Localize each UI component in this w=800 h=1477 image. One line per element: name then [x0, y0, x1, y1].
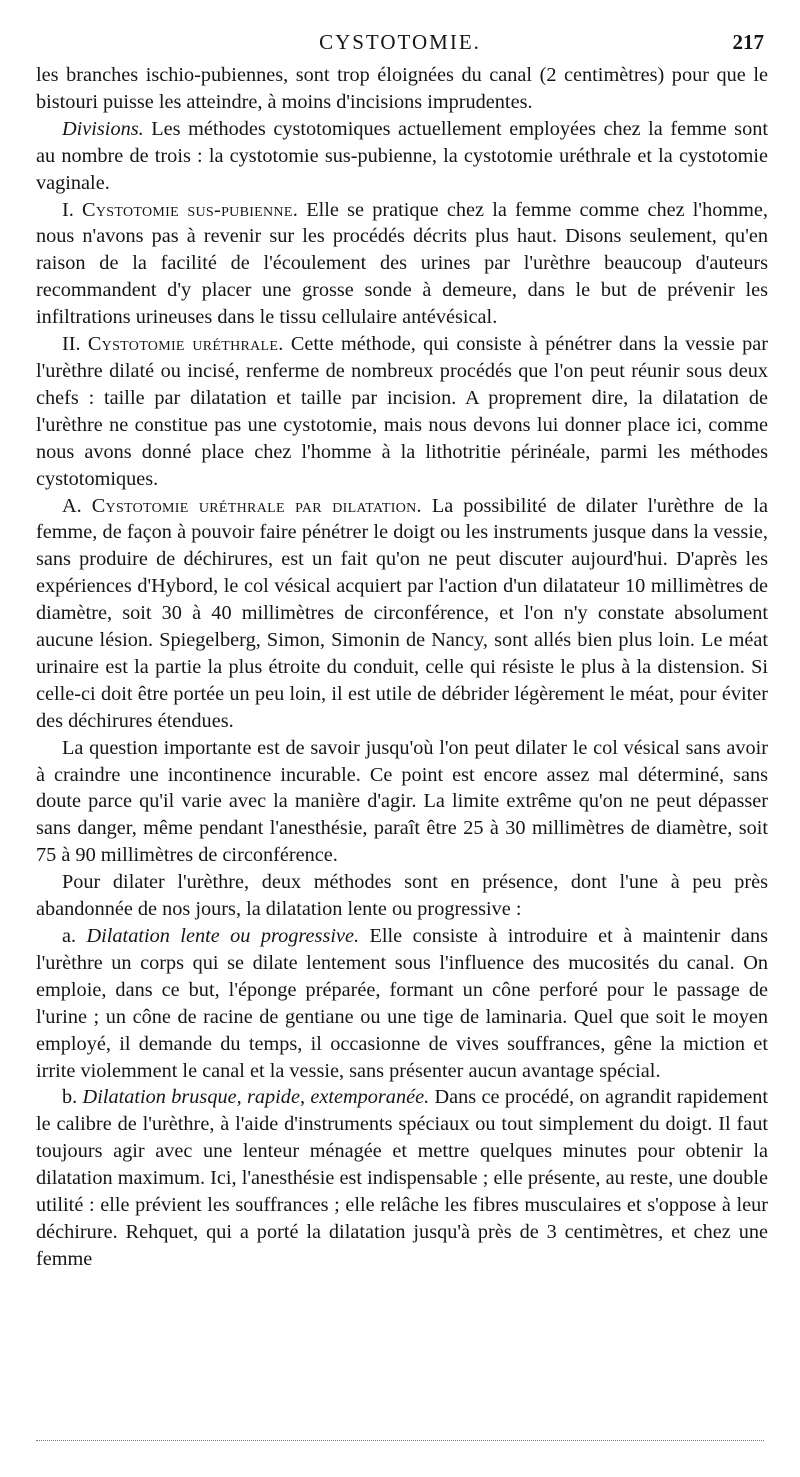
body-text: [36, 62, 768, 1273]
item-letter: a.: [62, 925, 87, 947]
item-letter: b.: [62, 1086, 83, 1109]
paragraph-divisions: [36, 116, 768, 197]
paragraph-lead: Dilatation brusque, rapide, extemporanée.: [82, 1086, 430, 1109]
section-heading: Cystotomie sus-pubienne.: [82, 198, 299, 221]
paragraph-item-b: [36, 1084, 768, 1272]
paragraph-text: Les méthodes cystotomiques actuellement employées chez la femme sont au nombre de trois : la cystotomie sus-pubienne, la cystotomie uréthrale et la cystotomie vaginale.: [36, 117, 768, 194]
paragraph-methods: [36, 869, 768, 923]
paragraph-question: [36, 735, 768, 870]
paragraph-text: Pour dilater l'urèthre, deux méthodes sont en présence, dont l'une à peu près abandonnée de nos jours, la dilatation lente ou progressive :: [36, 871, 768, 921]
page-header: [36, 30, 764, 62]
section-number: II.: [62, 333, 88, 356]
paragraph-text: Cette méthode, qui consiste à pénétrer dans la vessie par l'urèthre dilaté ou incisé, renferme de nombreux procédés que l'on peut réunir sous deux chefs : taille par dilatation et taille par incision. A proprement dire, la dilatation de l'urèthre ne constitue pas une cystotomie, mais nous devons lui donner place ici, comme nous avons donné place chez l'homme à la lithotritie périnéale, parmi les méthodes cystotomiques.: [36, 333, 768, 490]
paragraph-text: Dans ce procédé, on agrandit rapidement le calibre de l'urèthre, à l'aide d'instruments spéciaux ou tout simplement du doigt. Il faut toujours agir avec une lenteur ménagée et mettre quelques minutes pour obtenir la dilatation maximum. Ici, l'anesthésie est indispensable ; elle présente, au reste, une double utilité : elle prévient les souffrances ; elle relâche les fibres musculaires et s'oppose à leur déchirure. Rehquet, qui a porté la dilatation jusqu'à près de 3 centimètres, et chez une femme: [36, 1086, 769, 1270]
section-heading: Cystotomie uréthrale.: [87, 333, 284, 356]
paragraph-section-1: [36, 197, 768, 332]
paragraph-section-2: [36, 331, 768, 492]
section-number: I.: [62, 198, 83, 221]
running-head: CYSTOTOMIE.: [319, 30, 481, 54]
section-heading: Cystotomie uréthrale par dilatation.: [91, 494, 422, 517]
paragraph-item-a: [36, 923, 768, 1084]
paragraph-text: La possibilité de dilater l'urèthre de la femme, de façon à pouvoir faire pénétrer le doigt ou les instruments jusque dans la vessie, sans produire de déchirures, est un fait qu'on ne peut discuter aujourd'hui. D'après les expériences d'Hybord, le col vésical acquiert par l'action d'un dilatateur 10 millimètres de diamètre, soit 30 à 40 millimètres de circonférence, et l'on n'y constate absolument aucune lésion. Spiegelberg, Simon, Simonin de Nancy, sont allés bien plus loin. Le méat urinaire est la partie la plus étroite du conduit, celle qui résiste le plus à la distension. Si celle-ci doit être portée un peu loin, il est utile de débrider légèrement le méat, pour éviter des déchirures étendues.: [36, 494, 768, 732]
paragraph-continuation: [36, 62, 768, 116]
footer-dotted-rule: [36, 1440, 764, 1441]
paragraph-subsection-a: [36, 493, 768, 735]
paragraph-text: Elle se pratique chez la femme comme chez l'homme, nous n'avons pas à revenir sur les procédés décrits plus haut. Disons seulement, qu'en raison de la facilité de l'écoulement des urines par l'urèthre beaucoup d'auteurs recommandent d'y placer une grosse sonde à demeure, dans le but de prévenir les infiltrations urineuses dans le tissu cellulaire antévésical.: [36, 198, 768, 329]
section-number: A.: [62, 494, 92, 517]
paragraph-text: La question importante est de savoir jusqu'où l'on peut dilater le col vésical sans avoir à craindre une incontinence incurable. Ce point est encore assez mal déterminé, sans doute parce qu'il varie avec la manière d'agir. La limite extrême qu'on ne peut dépasser sans danger, même pendant l'anesthésie, paraît être 25 à 30 millimètres de diamètre, soit 75 à 90 millimètres de circonférence.: [36, 736, 768, 867]
paragraph-text: les branches ischio-pubiennes, sont trop éloignées du canal (2 centimètres) pour que le bistouri puisse les atteindre, à moins d'incisions imprudentes.: [36, 64, 768, 113]
paragraph-text: Elle consiste à introduire et à maintenir dans l'urèthre un corps qui se dilate lentement sous l'influence des mucosités du canal. On emploie, dans ce but, l'éponge préparée, formant un cône perforé pour le passage de l'urine ; un cône de racine de gentiane ou une tige de laminaria. Quel que soit le moyen employé, il demande du temps, il occasionne de vives souffrances, gêne la miction et irrite violemment le canal et la vessie, sans présenter aucun avantage spécial.: [36, 925, 768, 1082]
paragraph-lead: Dilatation lente ou progressive.: [86, 925, 360, 947]
paragraph-lead: Divisions.: [62, 117, 144, 140]
page-number: 217: [732, 30, 764, 54]
